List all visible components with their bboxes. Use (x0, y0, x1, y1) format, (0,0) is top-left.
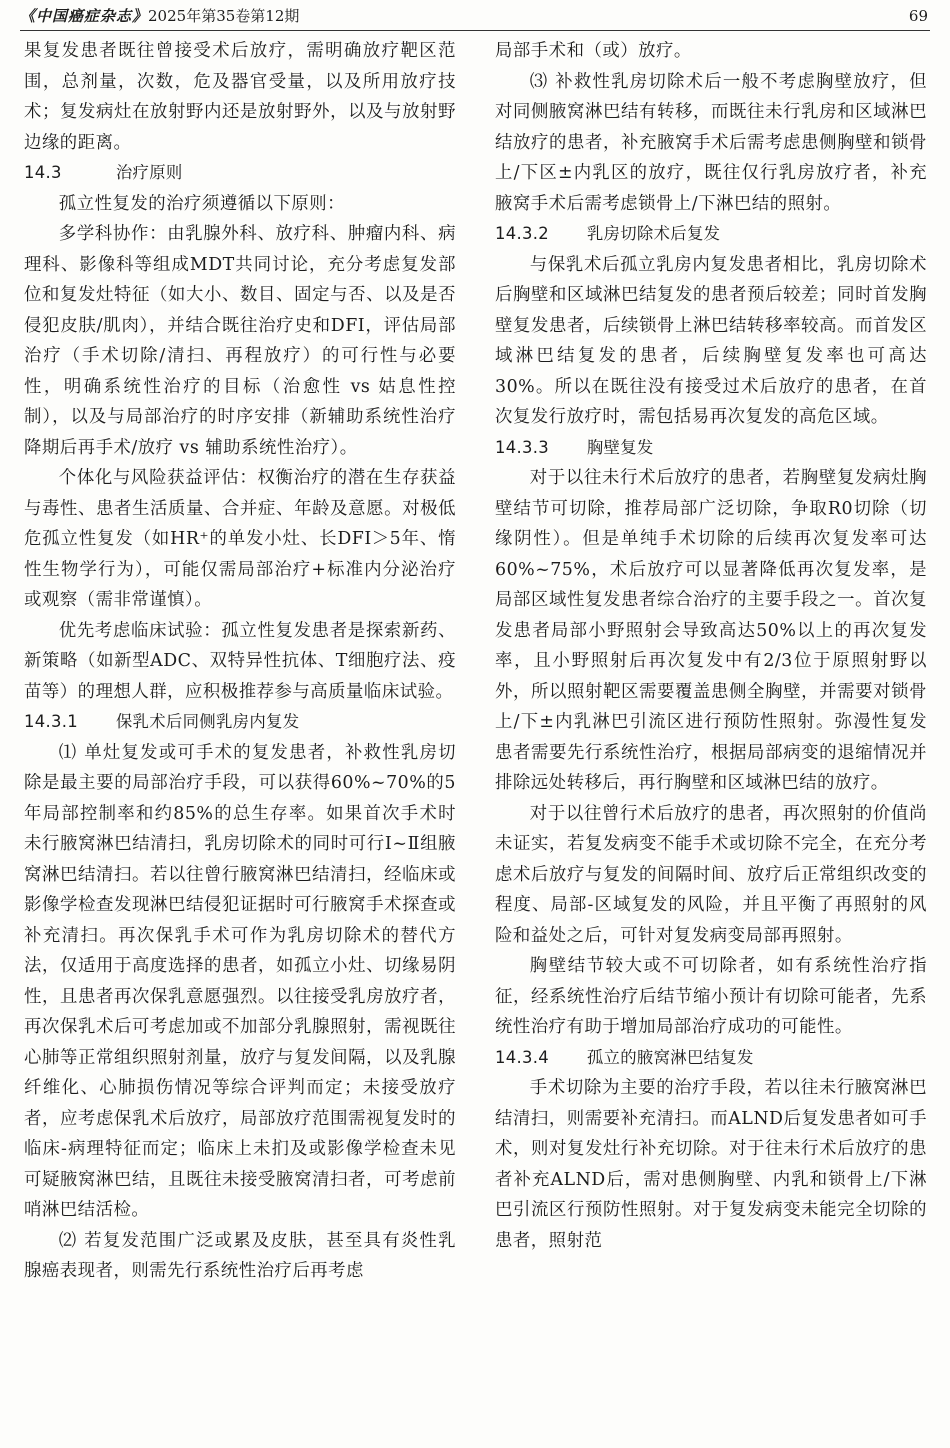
journal-issue: 2025年第35卷第12期 (148, 7, 300, 25)
section-title: 孤立的腋窝淋巴结复发 (586, 1047, 754, 1067)
paragraph: 对于以往曾行术后放疗的患者，再次照射的价值尚未证实，若复发病变不能手术或切除不完全，在充分考虑术后放疗与复发的间隔时间、放疗后正常组织改变的程度、局部-区域复发的风险，并且平衡了再照射的风险和益处之后，可针对复发病变局部再照射。 (495, 803, 927, 946)
paragraph: ⑴ 单灶复发或可手术的复发患者，补救性乳房切除是最主要的局部治疗手段，可以获得60%~70%的5年局部控制率和约85%的总生存率。如果首次手术时未行腋窝淋巴结清扫，乳房切除术的同时可行Ⅰ~Ⅱ组腋窝淋巴结清扫。若以往曾行腋窝淋巴结清扫，经临床或影像学检查发现淋巴结侵犯证据时可行腋窝手术探查或补充清扫。再次保乳手术可作为乳房切除术的替代方法，仅适用于高度选择的患者，如孤立小灶、切缘易阴性，且患者再次保乳意愿强烈。以往接受乳房放疗者，再次保乳术后可考虑加或不加部分乳腺照射，需视既往心肺等正常组织照射剂量，放疗与复发间隔，以及乳腺纤维化、心肺损伤情况等综合评判而定；未接受放疗者，应考虑保乳术后放疗，局部放疗范围需视复发时的临床-病理特征而定；临床上未扪及或影像学检查未见可疑腋窝淋巴结，且既往未接受腋窝清扫者，可考虑前哨淋巴结活检。 (24, 742, 456, 1220)
paragraph: 优先考虑临床试验：孤立性复发患者是探索新药、新策略（如新型ADC、双特异性抗体、T细胞疗法、疫苗等）的理想人群，应积极推荐参与高质量临床试验。 (24, 620, 456, 702)
page-number: 69 (908, 7, 928, 25)
section-heading (495, 433, 927, 464)
paragraph: 个体化与风险获益评估：权衡治疗的潜在生存获益与毒性、患者生活质量、合并症、年龄及意愿。对极低危孤立性复发（如HR⁺的单发小灶、长DFI＞5年、惰性生物学行为），可能仅需局部治疗+标准内分泌治疗或观察（需非常谨慎）。 (24, 468, 456, 610)
paragraph: 孤立性复发的治疗须遵循以下原则： (58, 193, 346, 214)
paragraph: 胸壁结节较大或不可切除者，如有系统性治疗指征，经系统性治疗后结节缩小预计有切除可能者，先系统性治疗有助于增加局部治疗成功的可能性。 (495, 956, 927, 1037)
section-heading (24, 158, 456, 189)
section-heading (495, 219, 927, 250)
paragraph: 手术切除为主要的治疗手段，若以往未行腋窝淋巴结清扫，则需要补充清扫。而ALND后复发患者如可手术，则对复发灶行补充切除。对于往未行术后放疗的患者补充ALND后，需对患侧胸壁、内乳和锁骨上/下淋巴引流区行预防性照射。对于复发病变未能完全切除的患者，照射范 (495, 1078, 927, 1251)
right-column (495, 36, 927, 1256)
section-title: 保乳术后同侧乳房内复发 (115, 712, 300, 731)
paragraph: 对于以往未行术后放疗的患者，若胸壁复发病灶胸壁结节可切除，推荐局部广泛切除，争取R0切除（切缘阴性）。但是单纯手术切除的后续再次复发率可达60%~75%，术后放疗可以显著降低再次复发率，是局部区域性复发患者综合治疗的主要手段之一。首次复发患者局部小野照射会导致高达50%以上的再次复发率，且小野照射后再次复发中有2/3位于原照射野以外，所以照射靶区需要覆盖患侧全胸壁，并需要对锁骨上/下±内乳淋巴引流区进行预防性照射。弥漫性复发患者需要先行系统性治疗，根据局部病变的退缩情况并排除远处转移后，再行胸壁和区域淋巴结的放疗。 (495, 468, 927, 793)
section-title: 乳房切除术后复发 (586, 224, 721, 243)
journal-title: 《中国癌症杂志》 (20, 7, 149, 25)
paragraph: ⑵ 若复发范围广泛或累及皮肤，甚至具有炎性乳腺癌表现者，则需先行系统性治疗后再考虑 (24, 1230, 456, 1281)
left-column (24, 36, 456, 1287)
section-number: 14.3.2 (495, 224, 549, 243)
section-number: 14.3 (24, 163, 62, 182)
section-heading (495, 1043, 927, 1074)
journal-citation (20, 2, 299, 30)
section-number: 14.3.1 (24, 712, 78, 731)
paragraph: 多学科协作：由乳腺外科、放疗科、肿瘤内科、病理科、影像科等组成MDT共同讨论，充分考虑复发部位和复发灶特征（如大小、数目、固定与否、以及是否侵犯皮肤/肌肉），并结合既往治疗史和DFI，评估局部治疗（手术切除/清扫、再程放疗）的可行性与必要性，明确系统性治疗的目标（治愈性 vs 姑息性控制），以及与局部治疗的时序安排（新辅助系统性治疗降期后再手术/放疗 vs 辅助系统性治疗）。 (24, 224, 456, 458)
paragraph: 与保乳术后孤立乳房内复发患者相比，乳房切除术后胸壁和区域淋巴结复发的患者预后较差；同时首发胸壁复发患者，后续锁骨上淋巴结转移率较高。而首发区域淋巴结复发的患者，后续胸壁复发率也可高达30%。所以在既往没有接受过术后放疗的患者，在首次复发行放疗时，需包括易再次复发的高危区域。 (495, 254, 927, 427)
running-header (20, 0, 930, 31)
paragraph: 局部手术和（或）放疗。 (495, 41, 692, 61)
section-number: 14.3.3 (495, 437, 549, 457)
paragraph: ⑶ 补救性乳房切除术后一般不考虑胸壁放疗，但对同侧腋窝淋巴结有转移，而既往未行乳房和区域淋巴结放疗的患者，补充腋窝手术后需考虑患侧胸壁和锁骨上/下区±内乳区的放疗，既往仅行乳房放疗者，补充腋窝手术后需考虑锁骨上/下淋巴结的照射。 (495, 71, 927, 214)
paragraph: 果复发患者既往曾接受术后放疗，需明确放疗靶区范围，总剂量，次数，危及器官受量，以及所用放疗技术；复发病灶在放射野内还是放射野外，以及与放射野边缘的距离。 (24, 41, 456, 153)
section-title: 治疗原则 (115, 163, 183, 182)
section-title: 胸壁复发 (586, 437, 654, 457)
section-heading (24, 707, 456, 738)
section-number: 14.3.4 (495, 1047, 549, 1067)
